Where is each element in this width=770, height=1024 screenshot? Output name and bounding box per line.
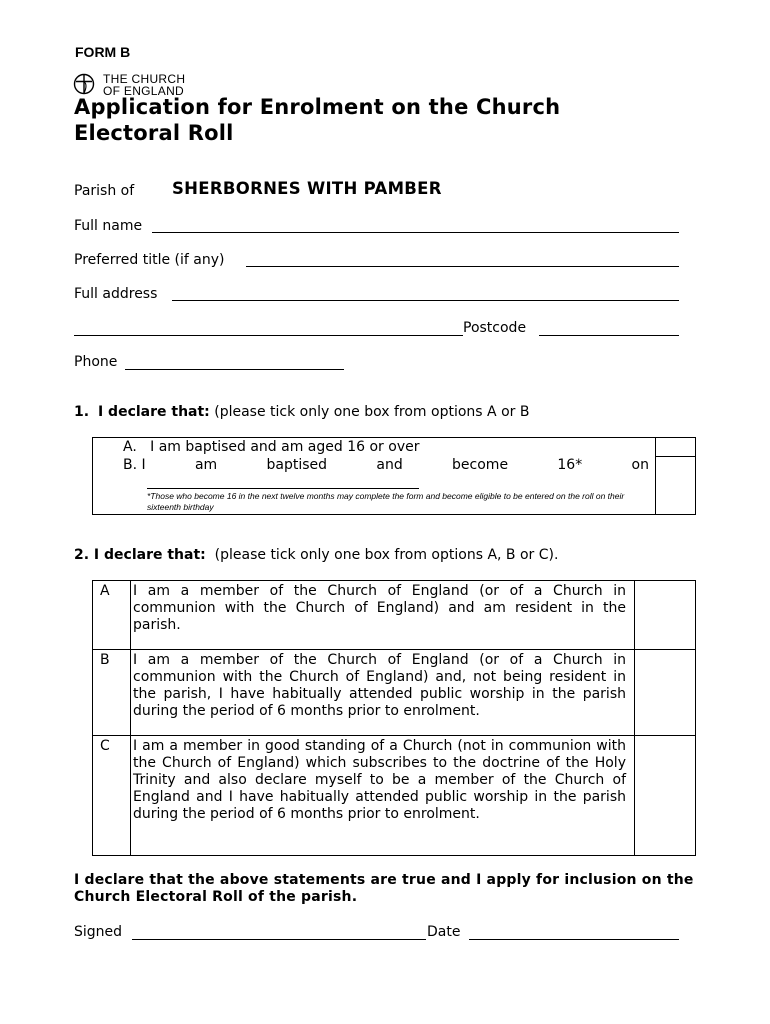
option-row-b [93,650,696,736]
tick-box-a[interactable] [656,438,695,457]
postcode-field[interactable] [539,335,679,336]
option-row-c [93,736,696,856]
tick-box-2c[interactable] [635,736,696,856]
option-text: I am a member of the Church of England (or of a Church in communion with the Church of England) and, not being resident in the parish, I have habitually attended public worship in the parish during the period of 6 months prior to enrolment. [131,650,635,736]
parish-label: Parish of [74,183,135,199]
logo-line-1: THE CHURCH [103,72,186,86]
title-line-1: Application for Enrolment on the Church [74,95,561,119]
postcode-label: Postcode [463,320,527,336]
option-text: I am a member in good standing of a Church (not in communion with the Church of England) which subscribes to the doctrine of the Holy Trinity and also declare myself to be a member of the Church of England and I have habitually attended public worship in the parish during the period of 6 months prior to enrolment. [131,736,635,856]
section-2-table [92,580,696,856]
date-field[interactable] [469,939,679,940]
option-b-date-field[interactable] [147,488,419,489]
option-row-a [93,581,696,650]
section-1-instruction: (please tick only one box from options A or B [214,404,530,420]
option-b-text: B. I am baptised and become 16* on [123,457,649,473]
parish-name: SHERBORNES WITH PAMBER [172,179,442,198]
footnote: *Those who become 16 in the next twelve months may complete the form and become eligible to be entered on the roll on their sixteenth birthday [147,491,625,512]
section-1-bold: I declare that: [97,404,210,420]
full-name-label: Full name [74,218,143,234]
page-title [74,94,560,146]
tick-box-2a[interactable] [635,581,696,650]
preferred-title-label: Preferred title (if any) [74,252,225,268]
option-letter: A [93,581,131,650]
full-address-field[interactable] [172,300,679,301]
tick-box-2b[interactable] [635,650,696,736]
preferred-title-field[interactable] [246,266,679,267]
full-name-field[interactable] [152,232,679,233]
section-1-heading [74,404,529,420]
option-a-text: A. I am baptised and am aged 16 or over [123,439,420,455]
title-line-2: Electoral Roll [74,121,234,145]
option-letter: C [93,736,131,856]
option-letter: B [93,650,131,736]
section-1-table [92,437,696,515]
section-1-options-cell [93,438,656,515]
date-label: Date [427,924,461,940]
logo-line-2: OF ENGLAND [103,84,185,98]
section-1-number: 1. [74,404,90,420]
section-1-tick-boxes [656,438,696,515]
phone-label: Phone [74,354,118,370]
section-2-heading [74,547,558,563]
tick-box-b[interactable] [656,457,695,514]
signature-field[interactable] [132,939,426,940]
full-address-label: Full address [74,286,158,302]
address-line-2-field[interactable] [74,335,463,336]
option-text: I am a member of the Church of England (or of a Church in communion with the Church of England) and am resident in the parish. [131,581,635,650]
form-label: FORM B [75,44,131,60]
declaration-statement: I declare that the above statements are true and I apply for inclusion on the Church Electoral Roll of the parish. [74,872,694,905]
signed-label: Signed [74,924,123,940]
section-2-bold: 2. I declare that: [74,547,206,563]
phone-field[interactable] [125,369,344,370]
section-2-instruction: (please tick only one box from options A, B or C). [214,547,559,563]
